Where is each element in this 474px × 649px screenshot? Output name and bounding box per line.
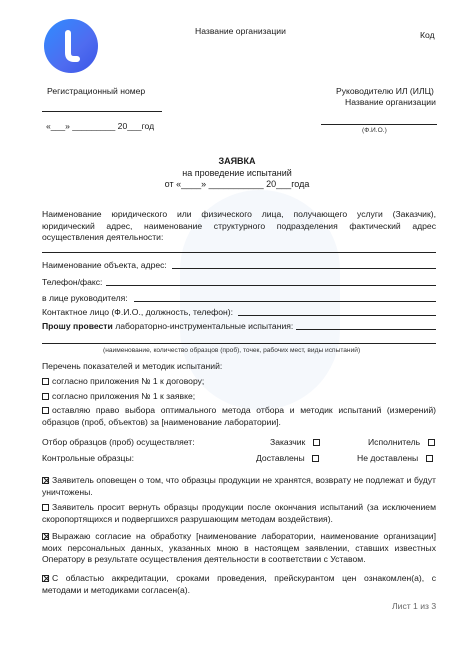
sampling-customer-label: Заказчик	[270, 437, 306, 447]
control-label: Контрольные образцы:	[42, 453, 135, 463]
title-line-1: ЗАЯВКА	[218, 156, 256, 166]
control-not-delivered-label: Не доставлены	[357, 453, 419, 463]
request-caption: (наименование, количество образцов (проб), точек, рабочих мест, виды испытаний)	[103, 347, 361, 354]
code-label: Код	[420, 30, 435, 40]
methods-heading: Перечень показателей и методик испытаний:	[42, 361, 223, 371]
contact-line[interactable]	[238, 315, 436, 316]
request-rest: лабораторно-инструментальные испытания:	[115, 321, 294, 331]
method-option-3[interactable]	[42, 405, 436, 428]
checkbox[interactable]	[428, 439, 435, 446]
notice-4[interactable]	[42, 573, 436, 596]
request-line-2[interactable]	[42, 343, 436, 344]
sampling-customer[interactable]	[270, 437, 323, 448]
reg-date[interactable]: «___» _________ 20___год	[46, 121, 155, 131]
fio-line[interactable]	[321, 124, 437, 125]
contact-label: Контактное лицо (Ф.И.О., должность, телефон):	[42, 307, 233, 317]
checkbox[interactable]	[313, 439, 320, 446]
request-line-1[interactable]	[296, 329, 436, 330]
method-option-3-label: оставляю право выбора оптимального метода отбора и методик испытаний (измерений) образцов (проб, объектов) за [наименование лаборатории].	[42, 405, 436, 427]
title-line-3[interactable]: от «____» ___________ 20___года	[164, 179, 310, 189]
checkbox-checked[interactable]	[42, 477, 49, 484]
sampling-label: Отбор образцов (проб) осуществляет:	[42, 437, 195, 447]
page-number: Лист 1 из 3	[392, 601, 437, 611]
control-delivered-label: Доставлены	[256, 453, 305, 463]
method-option-1-label: согласно приложения № 1 к договору;	[52, 376, 205, 386]
checkbox[interactable]	[42, 504, 49, 511]
reg-number-label: Регистрационный номер	[47, 86, 146, 96]
request-label	[42, 321, 293, 332]
doc-title	[137, 156, 337, 191]
logo-icon	[44, 19, 98, 73]
checkbox[interactable]	[426, 455, 433, 462]
notice-3[interactable]	[42, 531, 436, 566]
phone-label: Телефон/факс:	[42, 277, 103, 287]
method-option-2-label: согласно приложения № 1 к заявке;	[52, 391, 196, 401]
notice-2[interactable]	[42, 502, 436, 525]
reg-number-line[interactable]	[42, 111, 162, 112]
object-line[interactable]	[172, 268, 436, 269]
head-org: Название организации	[345, 97, 436, 107]
checkbox[interactable]	[42, 378, 49, 385]
notice-1[interactable]	[42, 475, 436, 498]
control-not-delivered[interactable]	[357, 453, 436, 464]
object-label: Наименование объекта, адрес:	[42, 260, 167, 270]
applicant-label: Наименование юридического или физического лица, получающего услуги (Заказчик), юридический адрес, наименование структурного подразделения фактический адрес осуществления деятельности:	[42, 209, 436, 243]
checkbox[interactable]	[312, 455, 319, 462]
checkbox[interactable]	[42, 393, 49, 400]
control-delivered[interactable]	[256, 453, 322, 464]
notice-1-text: Заявитель оповещен о том, что образцы продукции не хранятся, возврату не подлежат и будут уничтожены.	[42, 475, 436, 497]
sampling-executor-label: Исполнитель	[368, 437, 421, 447]
head-line[interactable]	[134, 301, 436, 302]
notice-2-text: Заявитель просит вернуть образцы продукции после окончания испытаний (за исключением скоропортящихся и подвергшихся разрушающим методам воздействия).	[42, 502, 436, 524]
notice-3-text: Выражаю согласие на обработку [наименование лаборатории, наименование организации] моих персональных данных, указанных мною в настоящем заявлении, ставших известных Оператору в результате осуществления деятельности в соответствии с Уставом.	[42, 531, 436, 565]
head-label: в лице руководителя:	[42, 293, 128, 303]
phone-line[interactable]	[106, 285, 436, 286]
head-title: Руководителю ИЛ (ИЛЦ)	[336, 86, 434, 96]
notice-4-text: С областью аккредитации, сроками проведения, прейскурантом цен ознакомлен(а), с методами и методиками согласен(а).	[42, 573, 436, 595]
checkbox[interactable]	[42, 407, 49, 414]
method-option-2[interactable]	[42, 391, 195, 402]
fio-caption: (Ф.И.О.)	[362, 127, 387, 134]
method-option-1[interactable]	[42, 376, 204, 387]
checkbox-checked[interactable]	[42, 575, 49, 582]
sampling-executor[interactable]	[368, 437, 438, 448]
applicant-line[interactable]	[42, 252, 436, 253]
org-name: Название организации	[195, 26, 286, 36]
checkbox-checked[interactable]	[42, 533, 49, 540]
title-line-2: на проведение испытаний	[182, 167, 292, 178]
request-bold: Прошу провести	[42, 321, 113, 331]
